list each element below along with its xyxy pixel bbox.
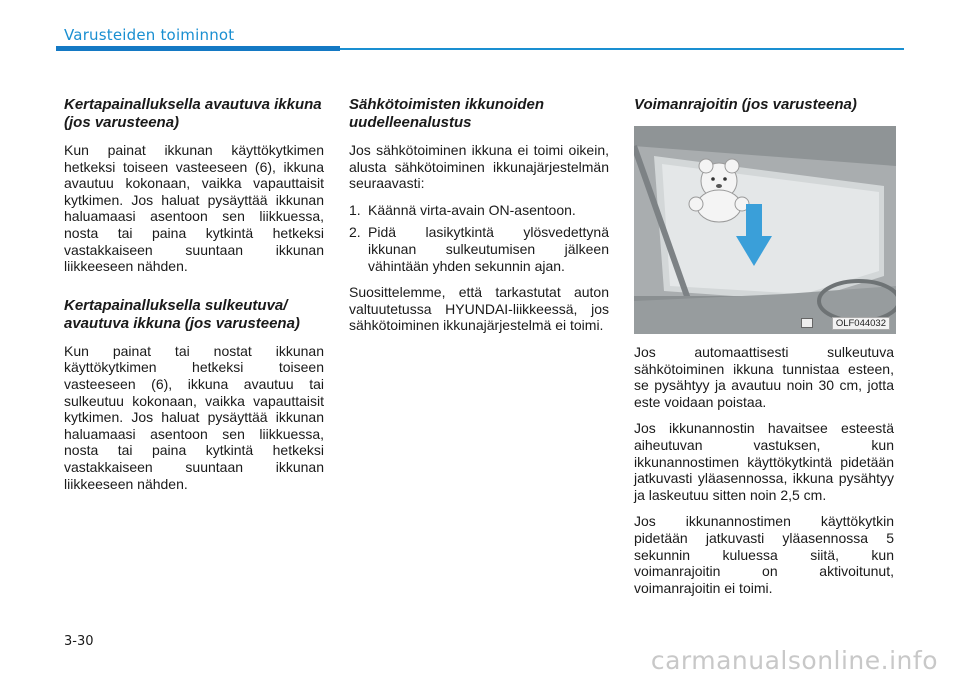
figure-marker bbox=[801, 318, 813, 328]
heading-auto-reverse: Voimanrajoitin (jos varusteena) bbox=[634, 96, 857, 113]
paragraph-auto-up-down: Kun painat tai nostat ikkunan käyttökytkimen hetkeksi toiseen vasteeseen (6), ikkuna avautuu tai sulkeutuu kokonaan, vaikka vapauttaisit kytkimen. Jos haluat pysäyttää ikkunan haluamaasi asentoon sen liikkuessa, nosta tai paina kytkintä hetkeksi vastakkaiseen suuntaan ikkunan liikkeeseen nähden. bbox=[64, 342, 324, 492]
column-middle bbox=[349, 96, 609, 344]
column-right bbox=[634, 96, 894, 606]
reset-step: 2. Pidä lasikytkintä ylösvedettynä ikkunan sulkeutumisen jälkeen vähintään yhden sekunnin ajan. bbox=[349, 224, 609, 274]
paragraph-auto-reverse-2: Jos ikkunannostin havaitsee esteestä aiheutuvan vastuksen, kun ikkunannostimen käyttökytkintä pidetään jatkuvasti yläasennossa, ikkuna pysähtyy ja laskeutuu sitten noin 2,5 cm. bbox=[634, 420, 894, 503]
page-number: 3-30 bbox=[64, 634, 94, 649]
paragraph-reset-outro: Suosittelemme, että tarkastutat auton valtuutetussa HYUNDAI-liikkeessä, jos sähkötoiminen ikkunajärjestelmä ei toimi. bbox=[349, 284, 609, 334]
heading-auto-up-down: Kertapainalluksella sulkeutuva/ avautuva ikkuna (jos varusteena) bbox=[64, 296, 300, 332]
header-rule-thick bbox=[56, 46, 340, 51]
watermark: carmanualsonline.info bbox=[650, 646, 938, 675]
figure-code: OLF044032 bbox=[832, 317, 890, 330]
window-obstacle-illustration bbox=[634, 126, 896, 334]
header-rule-thin bbox=[340, 48, 904, 50]
paragraph-reset-intro: Jos sähkötoiminen ikkuna ei toimi oikein, alusta sähkötoiminen ikkunajärjestelmän seuraavasti: bbox=[349, 142, 609, 192]
heading-window-reset: Sähkötoimisten ikkunoiden uudelleenalustus bbox=[349, 96, 545, 131]
paragraph-auto-down: Kun painat ikkunan käyttökytkimen hetkeksi toiseen vasteeseen (6), ikkuna avautuu kokonaan, vaikka vapauttaisit kytkimen. Jos haluat pysäyttää ikkunan haluamaasi asentoon sen liikkuessa, nosta tai paina kytkintä hetkeksi vastakkaiseen suuntaan ikkunan liikkeeseen nähden. bbox=[64, 142, 324, 275]
section-title: Varusteiden toiminnot bbox=[64, 26, 235, 44]
paragraph-auto-reverse-1: Jos automaattisesti sulkeutuva sähkötoiminen ikkuna tunnistaa esteen, se pysähtyy ja avautuu noin 30 cm, jotta este voidaan poistaa. bbox=[634, 344, 894, 410]
paragraph-auto-reverse-3: Jos ikkunannostimen käyttökytkin pidetään jatkuvasti yläasennossa 5 sekunnin kuluessa siitä, kun voimanrajoitin on aktivoitunut, voimanrajoitin ei toimi. bbox=[634, 513, 894, 596]
column-left bbox=[64, 96, 324, 502]
heading-auto-down: Kertapainalluksella avautuva ikkuna (jos varusteena) bbox=[64, 96, 322, 131]
car-window-drawing bbox=[634, 126, 896, 334]
reset-step: 1. Käännä virta-avain ON-asentoon. bbox=[349, 201, 576, 218]
reset-steps-list bbox=[349, 202, 609, 274]
